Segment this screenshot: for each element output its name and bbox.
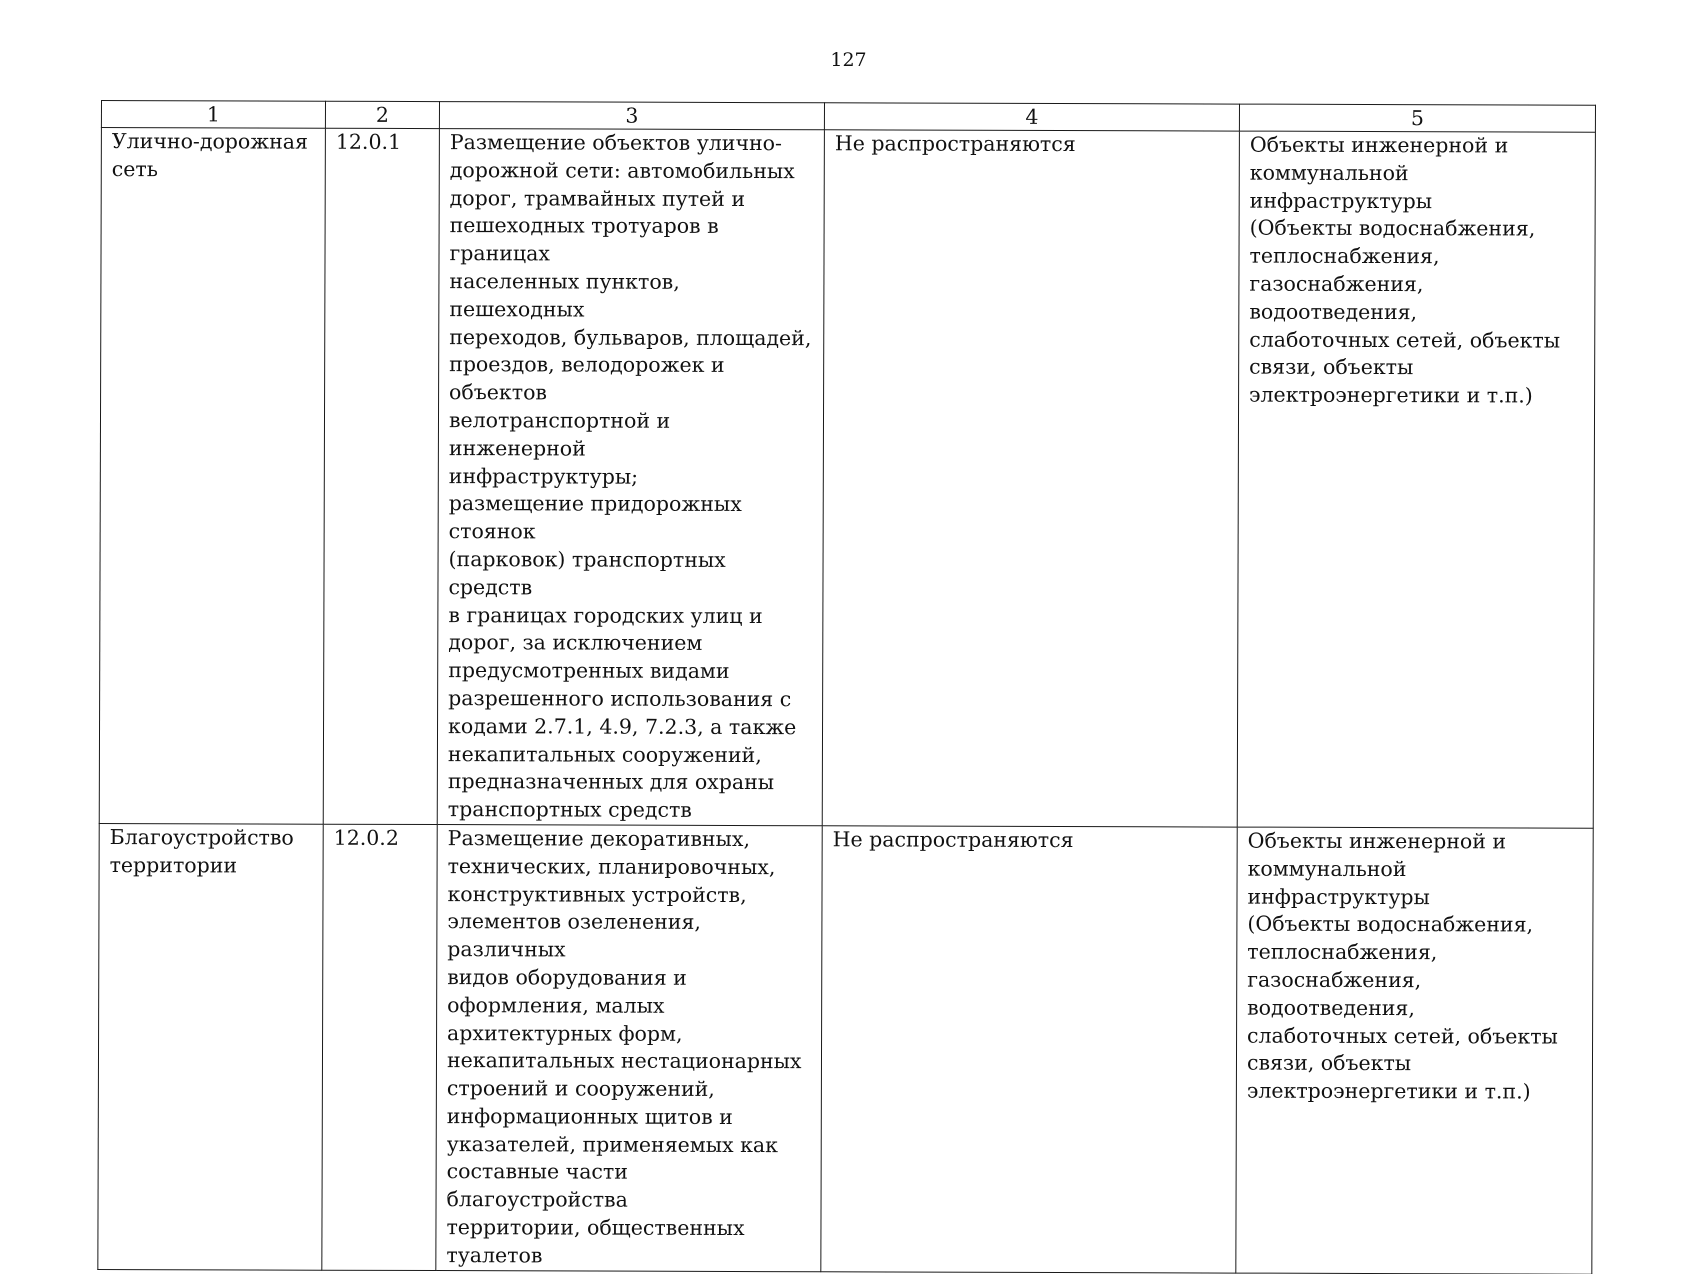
page-number: 127 [830, 49, 867, 71]
row-column-5: Объекты инженерной и коммунальной инфраструктуры (Объекты водоснабжения, теплоснабжения, газоснабжения, водоотведения, слаботочных сетей, объекты связи, объекты электроэнергетики и т.п.) [1237, 131, 1595, 828]
column-header-2: 2 [325, 101, 439, 128]
row-use-code: 12.0.2 [322, 824, 437, 1270]
land-use-table [97, 100, 1596, 1274]
column-header-4: 4 [824, 103, 1239, 131]
row-column-4: Не распространяются [822, 130, 1239, 827]
row-use-name: Благоустройство территории [98, 823, 323, 1269]
column-header-1: 1 [101, 101, 325, 129]
row-column-5: Объекты инженерной и коммунальной инфраструктуры (Объекты водоснабжения, теплоснабжения, газоснабжения, водоотведения, слаботочных сетей, объекты связи, объекты электроэнергетики и т.п.) [1236, 827, 1593, 1274]
row-use-description: Размещение декоративных, технических, планировочных, конструктивных устройств, элементов озеленения, различных видов оборудования и оформления, малых архитектурных форм, некапитальных нестационарных строений и сооружений, информационных щитов и указателей, применяемых как составные части благоустройства территории, общественных туалетов [436, 824, 822, 1271]
row-column-4: Не распространяются [821, 826, 1237, 1273]
table-row [99, 128, 1595, 829]
row-use-name: Улично-дорожная сеть [99, 128, 325, 825]
column-header-3: 3 [439, 102, 824, 130]
row-use-code: 12.0.1 [323, 128, 439, 824]
row-use-description: Размещение объектов улично- дорожной сети: автомобильных дорог, трамвайных путей и пешеходных тротуаров в границах населенных пунктов, пешеходных переходов, бульваров, площадей, проездов, велодорожек и объектов велотранспортной и инженерной инфраструктуры; размещение придорожных стоянок (парковок) транспортных средств в границах городских улиц и дорог, за исключением предусмотренных видами разрешенного использования с кодами 2.7.1, 4.9, 7.2.3, а также некапитальных сооружений, предназначенных для охраны транспортных средств [437, 129, 824, 826]
column-header-5: 5 [1239, 104, 1595, 132]
table-row [98, 823, 1593, 1273]
